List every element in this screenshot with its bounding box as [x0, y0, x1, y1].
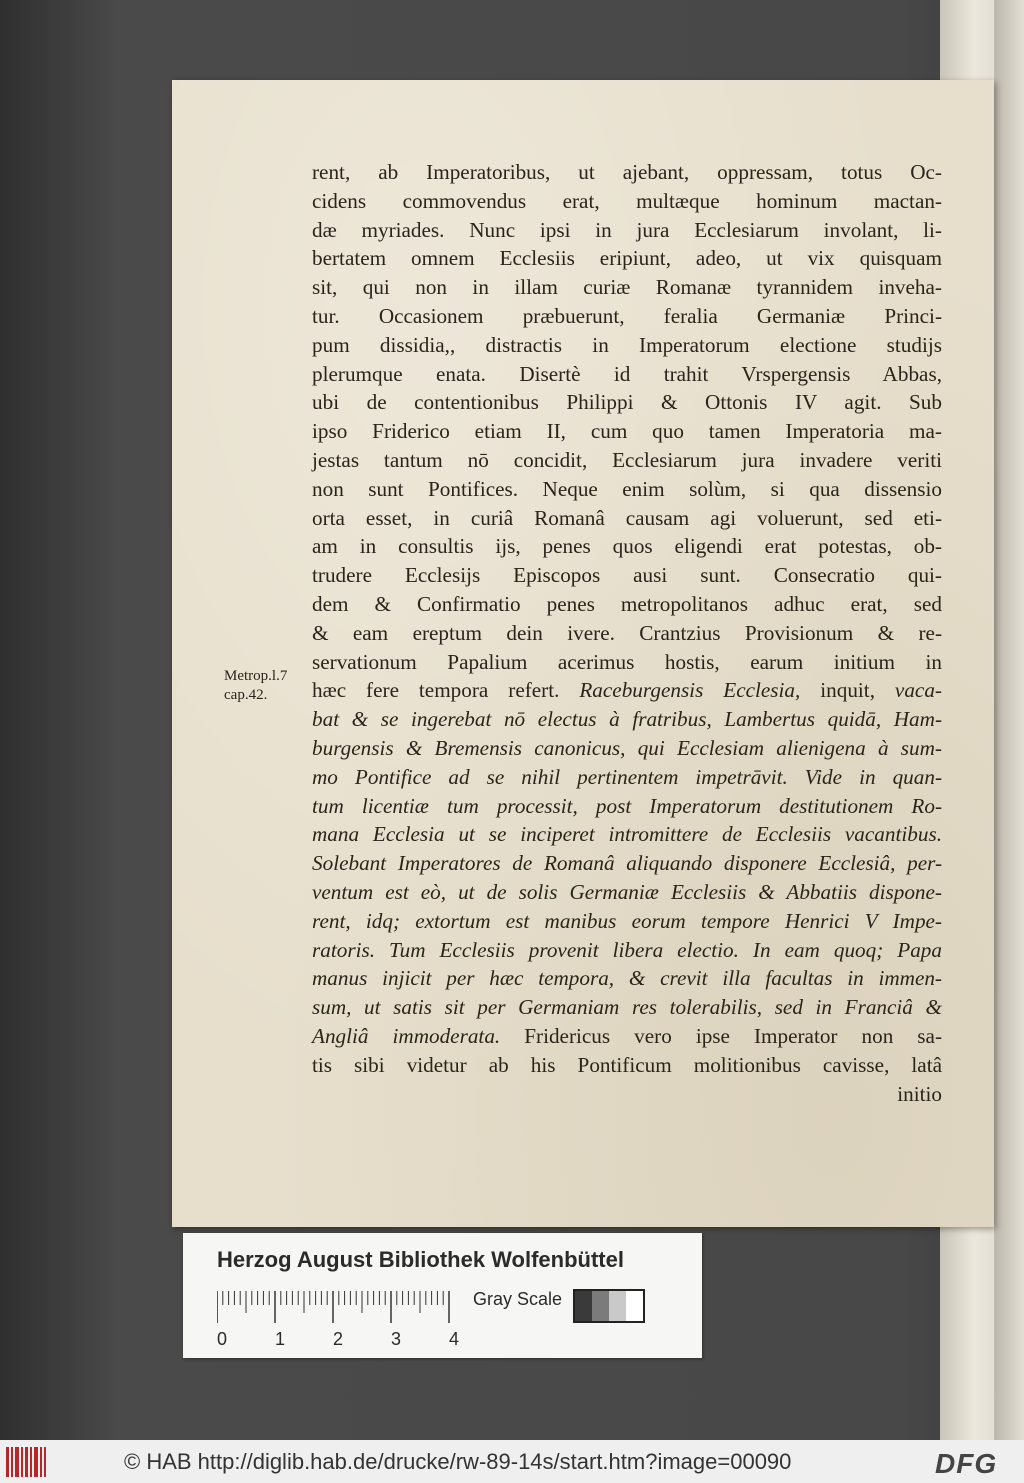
- text-line: pum dissidia,, distractis in Imperatorum electione studijs: [312, 332, 942, 357]
- gray-scale-swatches: [573, 1289, 645, 1323]
- text-line: [312, 676, 942, 705]
- text-line: am in consultis ijs, penes quos eligendi erat potestas, ob-: [312, 534, 942, 559]
- text-line: bertatem omnem Ecclesiis eripiunt, adeo, ut vix quisquam: [312, 246, 942, 271]
- ruler-number: 0: [217, 1329, 228, 1349]
- text-line: manus injicit per hæc tempora, & crevit illa facultas in immen-: [312, 966, 942, 991]
- text-line: tur. Occasionem præbuerunt, feralia Germaniæ Princi-: [312, 303, 942, 328]
- text-line: plerumque enata. Disertè id trahit Vrspergensis Abbas,: [312, 361, 942, 386]
- gray-swatch: [575, 1291, 592, 1321]
- text-line: Solebant Imperatores de Romanâ aliquando disponere Ecclesiâ, per-: [312, 851, 942, 876]
- gray-swatch: [609, 1291, 626, 1321]
- text-line: mo Pontifice ad se nihil pertinentem impetrāvit. Vide in quan-: [312, 764, 942, 789]
- dfg-logo: DFG: [935, 1448, 998, 1479]
- copyright-url[interactable]: © HAB http://diglib.hab.de/drucke/rw-89-14s/start.htm?image=00090: [124, 1449, 792, 1474]
- ruler-number: 1: [275, 1329, 286, 1349]
- text-line: mana Ecclesia ut se inciperet intromittere de Ecclesiis vacantibus.: [312, 822, 942, 847]
- barcode-icon: [6, 1447, 46, 1477]
- italic-segment: vaca-: [894, 678, 942, 703]
- text-line: dæ myriades. Nunc ipsi in jura Ecclesiarum involant, li-: [312, 217, 942, 242]
- text-line: cidens commovendus erat, multæque hominum mactan-: [312, 188, 942, 213]
- catchword: initio: [897, 1081, 942, 1106]
- text-line: burgensis & Bremensis canonicus, qui Ecclesiam alienigena à sum-: [312, 735, 942, 760]
- italic-segment: Raceburgensis Ecclesia,: [579, 678, 821, 703]
- text-line: ratoris. Tum Ecclesiis provenit libera electio. In eam quoq; Papa: [312, 937, 942, 962]
- text-line: bat & se ingerebat nō electus à fratribus, Lambertus quidā, Ham-: [312, 707, 942, 732]
- text-line: tum licentiæ tum processit, post Imperatorum destitutionem Ro-: [312, 793, 942, 818]
- roman-segment: Fridericus vero ipse Imperator non sa-: [524, 1023, 943, 1048]
- ruler-numbers: [213, 1329, 473, 1353]
- text-line: rent, ab Imperatoribus, ut ajebant, oppressam, totus Oc-: [312, 160, 942, 184]
- text-line: trudere Ecclesijs Episcopos ausi sunt. Consecratio qui-: [312, 563, 942, 588]
- text-line: orta esset, in curiâ Romanâ causam agi voluerunt, sed eti-: [312, 505, 942, 530]
- margin-note-line: Metrop.l.7: [224, 668, 288, 684]
- text-line: ipso Friderico etiam II, cum quo tamen Imperatoria ma-: [312, 419, 942, 444]
- text-line: non sunt Pontifices. Neque enim solùm, si qua dissensio: [312, 476, 942, 501]
- italic-segment: Angliâ immoderata.: [312, 1023, 525, 1048]
- gray-swatch: [626, 1291, 643, 1321]
- margin-note-line: cap.42.: [224, 687, 268, 703]
- back-page-edge-shadow: [995, 0, 1024, 1440]
- ruler-number: 2: [333, 1329, 344, 1349]
- book-page: [172, 80, 994, 1227]
- scan-divider: [994, 0, 995, 1440]
- text-line: sum, ut satis sit per Germaniam res tolerabilis, sed in Franciâ &: [312, 995, 942, 1020]
- text-line: [312, 1022, 942, 1051]
- text-line: dem & Confirmatio penes metropolitanos adhuc erat, sed: [312, 591, 942, 616]
- ruler-number: 3: [391, 1329, 402, 1349]
- ruler-number: 4: [449, 1329, 460, 1349]
- gray-scale-label: Gray Scale: [473, 1289, 563, 1309]
- library-name: Herzog August Bibliothek Wolfenbüttel: [217, 1247, 624, 1272]
- roman-segment: inquit,: [820, 678, 895, 703]
- text-line: tis sibi videtur ab his Pontificum molitionibus cavisse, latâ: [312, 1052, 942, 1077]
- gray-swatch: [592, 1291, 609, 1321]
- text-line: jestas tantum nō concidit, Ecclesiarum jura invadere veriti: [312, 447, 942, 472]
- margin-note: [224, 667, 287, 705]
- text-line: & eam ereptum dein ivere. Crantzius Provisionum & re-: [312, 620, 942, 645]
- text-line: ventum est eò, ut de solis Germaniæ Ecclesiis & Abbatiis dispone-: [312, 879, 942, 904]
- footer-bar: [0, 1440, 1024, 1483]
- measurement-ruler: [217, 1291, 457, 1323]
- text-line: servationum Papalium acerimus hostis, earum initium in: [312, 649, 942, 674]
- page-text: [312, 158, 942, 1108]
- text-line: rent, idq; extortum est manibus eorum tempore Henrici V Impe-: [312, 908, 942, 933]
- text-line: sit, qui non in illam curiæ Romanæ tyrannidem inveha-: [312, 275, 942, 300]
- text-line: ubi de contentionibus Philippi & Ottonis IV agit. Sub: [312, 390, 942, 415]
- color-calibration-card: [183, 1233, 702, 1358]
- roman-segment: hæc fere tempora refert.: [312, 678, 580, 703]
